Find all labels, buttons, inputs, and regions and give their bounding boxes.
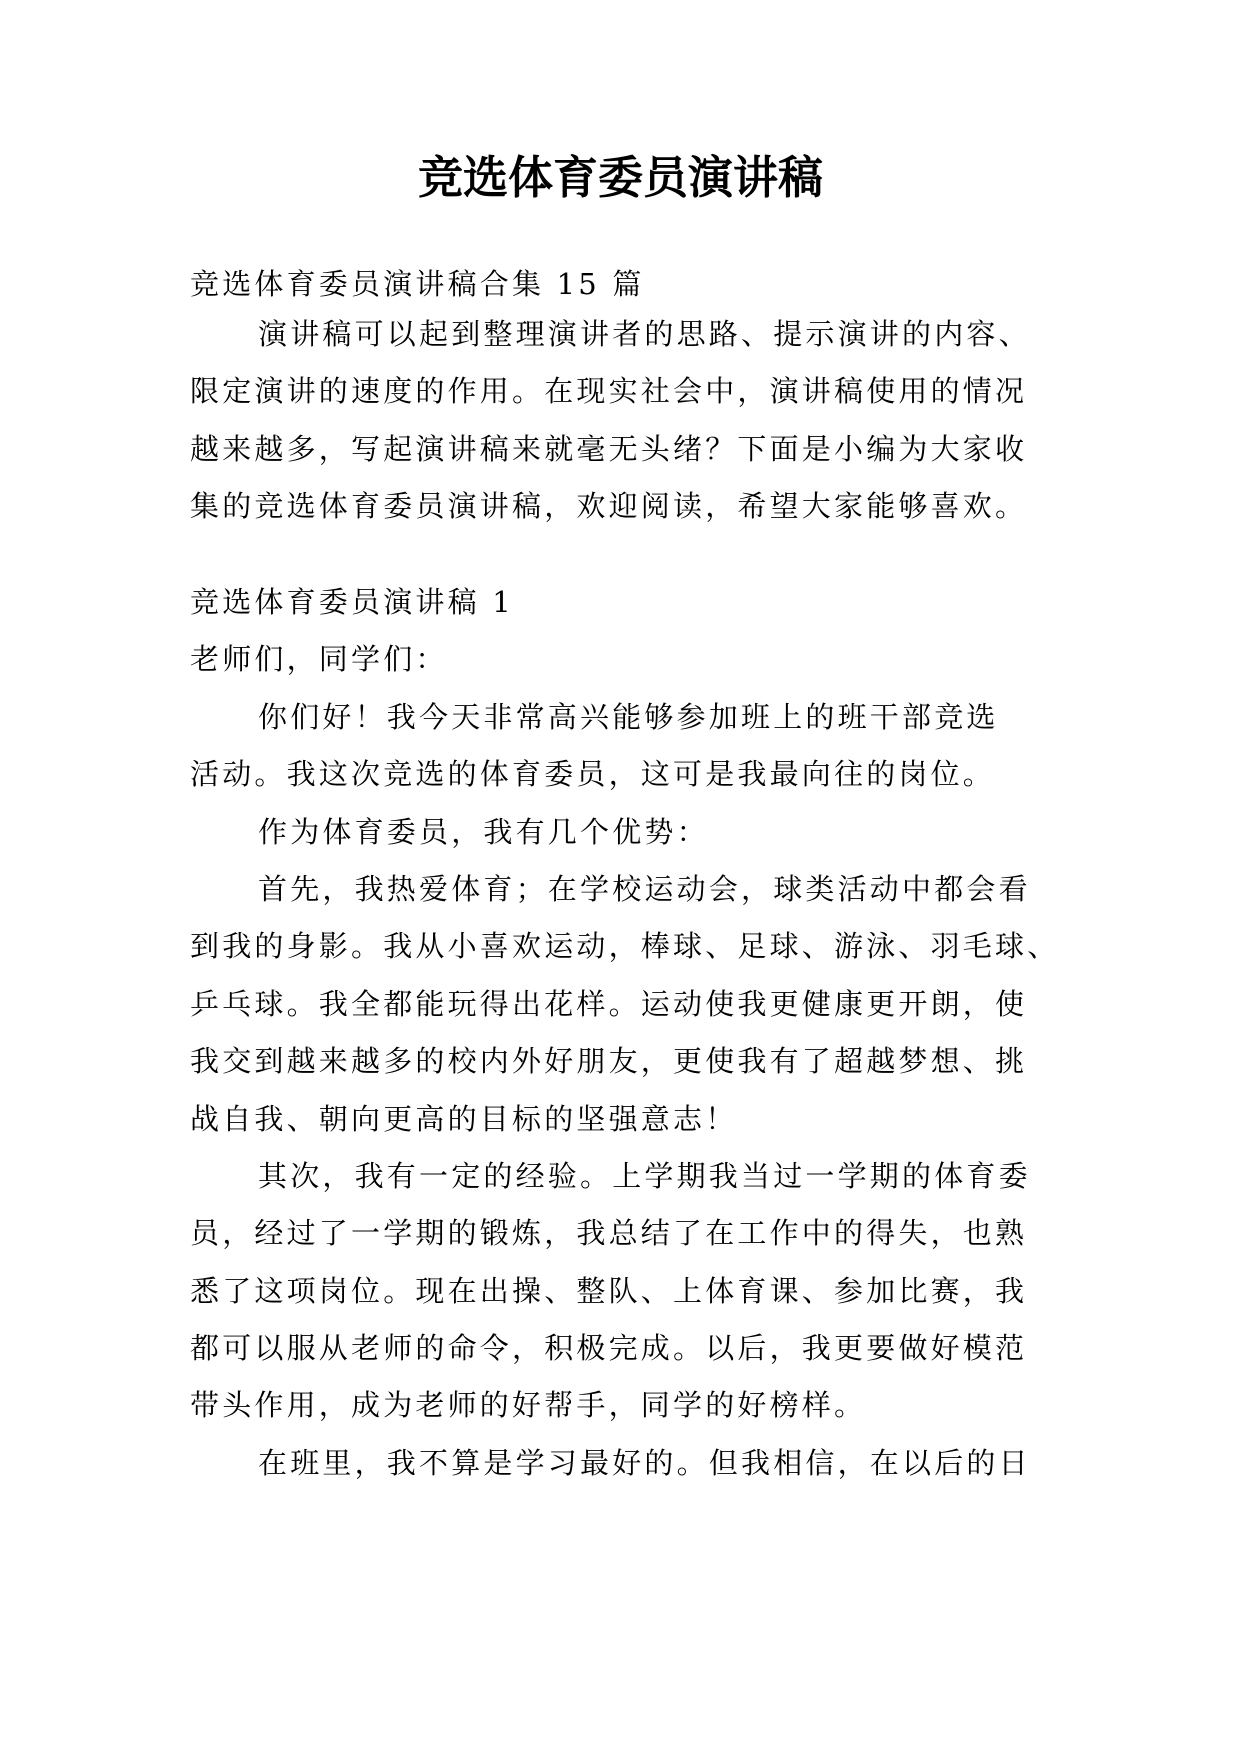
paragraph-line: 员，经过了一学期的锻炼，我总结了在工作中的得失，也熟	[190, 1216, 1028, 1251]
paragraph-line: 带头作用，成为老师的好帮手，同学的好榜样。	[190, 1388, 867, 1423]
intro-line: 越来越多，写起演讲稿来就毫无头绪？下面是小编为大家收	[190, 431, 1028, 466]
paragraph-line: 战自我、朝向更高的目标的坚强意志！	[190, 1101, 738, 1136]
subtitle-block	[190, 256, 1070, 313]
paragraph-line: 在班里，我不算是学习最好的。但我相信，在以后的日	[258, 1445, 1031, 1480]
paragraph-line: 你们好！我今天非常高兴能够参加班上的班干部竞选	[258, 699, 999, 734]
document-title: 竞选体育委员演讲稿	[417, 151, 823, 204]
paragraph-line: 首先，我热爱体育；在学校运动会，球类活动中都会看	[258, 871, 1031, 906]
section-1	[190, 574, 1070, 1492]
section-heading: 竞选体育委员演讲稿 1	[190, 585, 514, 619]
salutation: 老师们，同学们：	[190, 642, 448, 677]
paragraph-line: 都可以服从老师的命令，积极完成。以后，我更要做好模范	[190, 1331, 1028, 1366]
document-subtitle: 竞选体育委员演讲稿合集 15 篇	[190, 267, 645, 301]
paragraph-line: 我交到越来越多的校内外好朋友，更使我有了超越梦想、挑	[190, 1044, 1028, 1079]
paragraph-line: 悉了这项岗位。现在出操、整队、上体育课、参加比赛，我	[190, 1273, 1028, 1308]
paragraph-line: 作为体育委员，我有几个优势：	[258, 814, 709, 849]
intro-paragraph	[190, 306, 1070, 536]
paragraph-line: 其次，我有一定的经验。上学期我当过一学期的体育委	[258, 1158, 1031, 1193]
paragraph-line: 活动。我这次竞选的体育委员，这可是我最向往的岗位。	[190, 757, 996, 792]
intro-line: 演讲稿可以起到整理演讲者的思路、提示演讲的内容、	[258, 317, 1031, 351]
intro-line: 集的竞选体育委员演讲稿，欢迎阅读，希望大家能够喜欢。	[190, 489, 1028, 524]
paragraph-line: 到我的身影。我从小喜欢运动，棒球、足球、游泳、羽毛球、	[190, 929, 1060, 964]
paragraph-line: 乒乓球。我全都能玩得出花样。运动使我更健康更开朗，使	[190, 986, 1028, 1021]
intro-line: 限定演讲的速度的作用。在现实社会中，演讲稿使用的情况	[190, 374, 1028, 409]
